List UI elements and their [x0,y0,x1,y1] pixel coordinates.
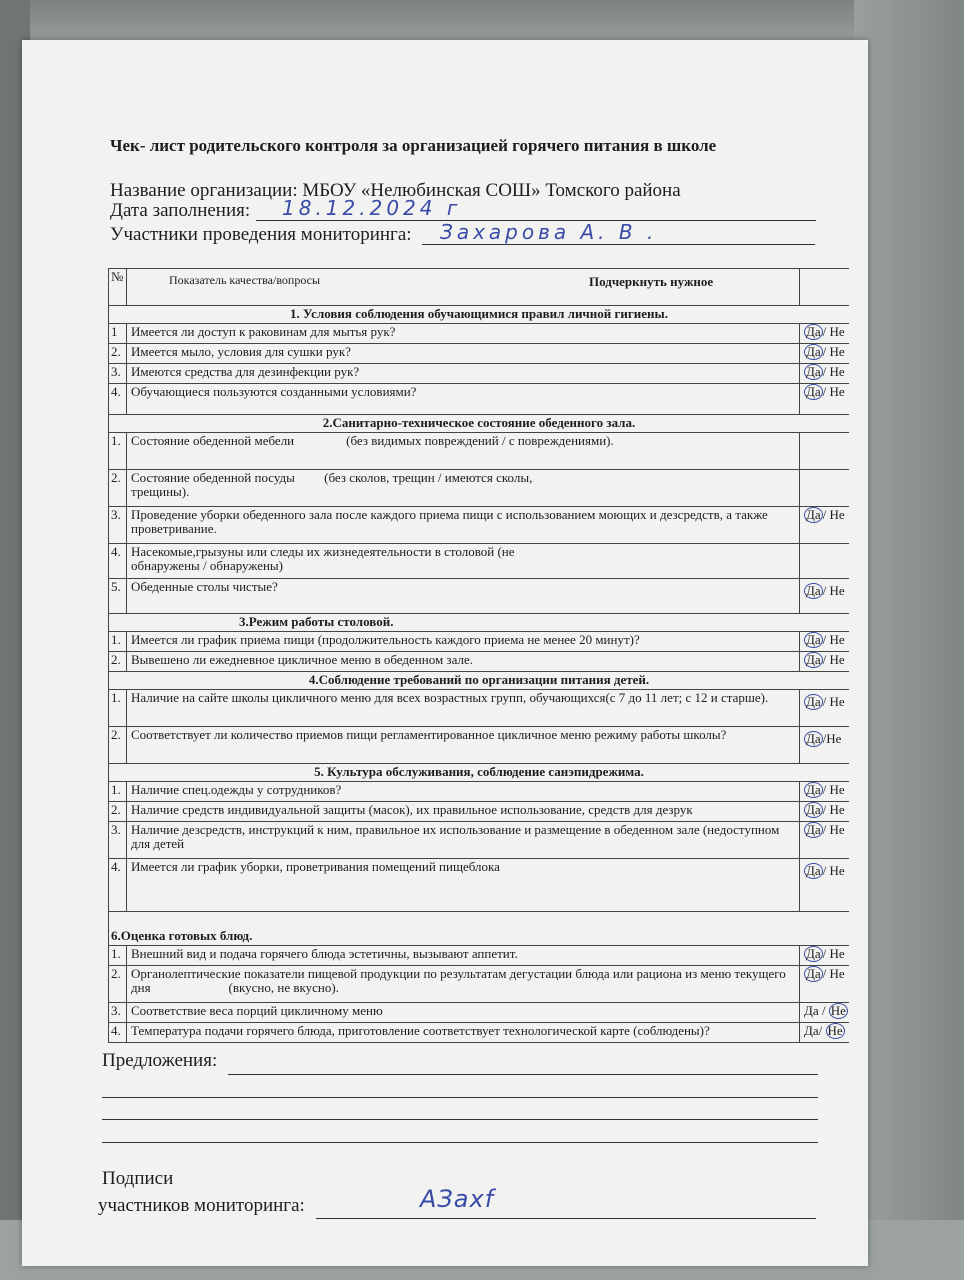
row-question: Имеется мыло, условия для сушки рук? [131,344,351,359]
table-row [109,1023,849,1043]
row-num: 3. [109,364,127,383]
table-row [109,859,849,912]
answer-cell[interactable]: Да / Не [799,782,849,801]
answer-cell[interactable]: Да / Не [799,384,849,414]
yes-circled: Да [806,731,821,746]
answer-cell[interactable]: Да / Не [799,690,849,726]
no-option: Не [829,507,845,522]
row-question: Обеденные столы чистые? [131,579,278,594]
document-page [22,40,868,1266]
col-num-header: № [109,269,127,305]
yes-circled: Да [806,632,821,647]
table-row [109,324,849,344]
no-option: Не [829,802,845,817]
row-num: 2. [109,727,127,763]
date-value: 18.12.2024 г [282,196,462,220]
yes-circled: Да [806,583,821,598]
answer-cell[interactable]: Да / Не [799,364,849,383]
row-question: Наличие спец.одежды у сотрудников? [131,782,342,797]
row-question: Имеются средства для дезинфекции рук? [131,364,360,379]
table-row [109,782,849,802]
row-question: Обучающиеся пользуются созданными условиями? [131,384,417,399]
row-num: 2. [109,966,127,1002]
answer-cell[interactable]: Да / Не [799,324,849,343]
table-row [109,384,849,415]
proposals-label: Предложения: [102,1050,218,1071]
row-num: 1. [109,632,127,651]
yes-circled: Да [806,507,821,522]
no-option: Не [826,731,842,746]
row-num: 3. [109,1003,127,1022]
row-num: 3. [109,822,127,858]
yes-circled: Да [806,652,821,667]
row-question: Имеется ли график уборки, проветривания помещений пищеблока [131,859,500,874]
yes-option: Да [804,1003,819,1018]
yes-option: Да [804,1023,819,1038]
no-option: Не [829,652,845,667]
answer-cell[interactable]: Да / Не [799,966,849,1002]
answer-cell[interactable]: Да / Не [799,822,849,858]
row-question: Имеется ли доступ к раковинам для мытья рук? [131,324,396,339]
row-question: Температура подачи горячего блюда, приготовление соответствует технологической карте (соблюдены)? [131,1023,710,1038]
table-row [109,507,849,544]
table-row [109,1003,849,1023]
row-question: Вывешено ли ежедневное цикличное меню в обеденном зале. [131,652,473,667]
no-option: Не [829,324,845,339]
table-row [109,344,849,364]
proposals-line-1 [228,1073,818,1075]
answer-cell[interactable]: Да / Не [799,507,849,543]
row-num: 2. [109,802,127,821]
answer-cell[interactable]: Да / Не [799,652,849,671]
yes-circled: Да [806,384,821,399]
answer-cell[interactable]: Да / Не [799,1003,849,1022]
section-6-gap [109,912,849,928]
answer-cell[interactable]: Да / Не [799,632,849,651]
yes-circled: Да [806,822,821,837]
table-row [109,632,849,652]
row-question: Насекомые,грызуны или следы их жизнедеятельности в столовой (не обнаружены / обнаружены) [131,544,515,573]
answer-cell [799,433,849,469]
org-label: Название организации: [110,180,298,201]
yes-circled: Да [806,324,821,339]
yes-circled: Да [806,364,821,379]
header-answer-cell [799,269,849,305]
row-question: Проведение уборки обеденного зала после каждого приема пищи с использованием моющих и дезсредств, а также проветривание. [131,507,768,536]
proposals-line-4 [102,1141,818,1143]
background-right [854,0,964,1280]
row-num: 5. [109,579,127,613]
table-row [109,470,849,507]
section-title: 3.Режим работы столовой. [109,614,849,632]
row-num: 3. [109,507,127,543]
answer-cell[interactable]: Да/ Не [799,1023,849,1042]
table-row [109,690,849,727]
row-question: Внешний вид и подача горячего блюда эстетичны, вызывают аппетит. [131,946,518,961]
table-row [109,652,849,672]
row-num: 1. [109,782,127,801]
org-value: МБОУ «Нелюбинская СОШ» Томского района [302,180,681,201]
no-option: Не [829,344,845,359]
yes-circled: Да [806,946,821,961]
table-row [109,966,849,1003]
section-title: 6.Оценка готовых блюд. [109,928,849,946]
table-row [109,822,849,859]
section-title: 2.Санитарно-техническое состояние обеденного зала. [109,415,849,433]
answer-cell[interactable]: Да / Не [799,579,849,613]
proposals-line-3 [102,1118,818,1120]
table-header-row [109,269,849,306]
yes-circled: Да [806,694,821,709]
no-option: Не [829,583,845,598]
row-num: 2. [109,344,127,363]
row-num: 4. [109,1023,127,1042]
answer-cell[interactable]: Да / Не [799,946,849,965]
table-row [109,727,849,764]
row-question: Соответствует ли количество приемов пищи регламентированное цикличное меню режиму работы школы? [131,727,727,742]
answer-cell [799,470,849,506]
signatures-label-1: Подписи [102,1168,174,1189]
row-num: 1. [109,690,127,726]
col-question-header: Показатель качества/вопросы [169,273,321,287]
no-option: Не [829,364,845,379]
answer-cell[interactable]: Да /Не [799,727,849,763]
date-label: Дата заполнения: [110,200,251,221]
signatures-label-2: участников мониторинга: [98,1195,305,1216]
participants-value: Захарова А. В . [440,220,658,244]
no-option: Не [829,694,845,709]
row-num: 4. [109,859,127,911]
no-circled: Не [830,1003,846,1018]
answer-cell[interactable]: Да / Не [799,859,849,911]
no-option: Не [829,782,845,797]
table-row [109,544,849,579]
row-num: 2. [109,470,127,506]
row-question: Наличие средств индивидуальной защиты (масок), их правильное использование, средств для дезрук [131,802,693,817]
no-option: Не [829,632,845,647]
proposals-line-2 [102,1096,818,1098]
answer-cell [799,544,849,578]
row-question: Наличие дезсредств, инструкций к ним, правильное их использование и размещение в обеденном зале (недоступном для детей [131,822,780,851]
date-line [110,196,815,222]
row-question: Соответствие веса порций цикличному меню [131,1003,383,1018]
row-num: 1. [109,946,127,965]
row-question: Органолептические показатели пищевой продукции по результатам дегустации блюда или рациона из меню текущего дня (вкусно, не вкусно). [131,966,790,995]
no-option: Не [829,966,845,981]
row-num: 1. [109,433,127,469]
no-option: Не [829,946,845,961]
no-option: Не [829,384,845,399]
yes-circled: Да [806,863,821,878]
answer-cell[interactable]: Да / Не [799,344,849,363]
table-row [109,946,849,966]
section-title: 5. Культура обслуживания, соблюдение санэпидрежима. [109,764,849,782]
checklist-table [108,268,849,1043]
section-title: 4.Соблюдение требований по организации питания детей. [109,672,849,690]
row-question: Состояние обеденной мебели (без видимых повреждений / с повреждениями). [131,433,614,448]
yes-circled: Да [806,802,821,817]
section-title: 1. Условия соблюдения обучающимися правил личной гигиены. [109,306,849,324]
participants-label: Участники проведения мониторинга: [110,224,412,245]
table-row [109,364,849,384]
row-num: 1 [109,324,127,343]
col-answer-header: Подчеркнуть нужное [589,274,714,289]
yes-circled: Да [806,344,821,359]
row-num: 4. [109,384,127,414]
table-row [109,802,849,822]
participants-line [110,220,815,246]
row-question: Наличие на сайте школы цикличного меню для всех возрастных групп, обучающихся(с 7 до 11 лет; с 12 и старше). [131,690,769,705]
table-row [109,579,849,614]
yes-circled: Да [806,782,821,797]
signature: АЗахf [420,1185,495,1213]
signature-line [316,1217,816,1219]
row-question: Имеется ли график приема пищи (продолжительность каждого приема не менее 20 минут)? [131,632,640,647]
no-option: Не [829,822,845,837]
answer-cell[interactable]: Да / Не [799,802,849,821]
row-num: 4. [109,544,127,578]
yes-circled: Да [806,966,821,981]
no-option: Не [829,863,845,878]
no-circled: Не [827,1023,843,1038]
row-num: 2. [109,652,127,671]
participants-underline [422,244,815,245]
row-question: Состояние обеденной посуды (без сколов, трещин / имеются сколы, трещины). [131,470,536,499]
document-title: Чек- лист родительского контроля за организацией горячего питания в школе [110,136,717,155]
table-row [109,433,849,470]
